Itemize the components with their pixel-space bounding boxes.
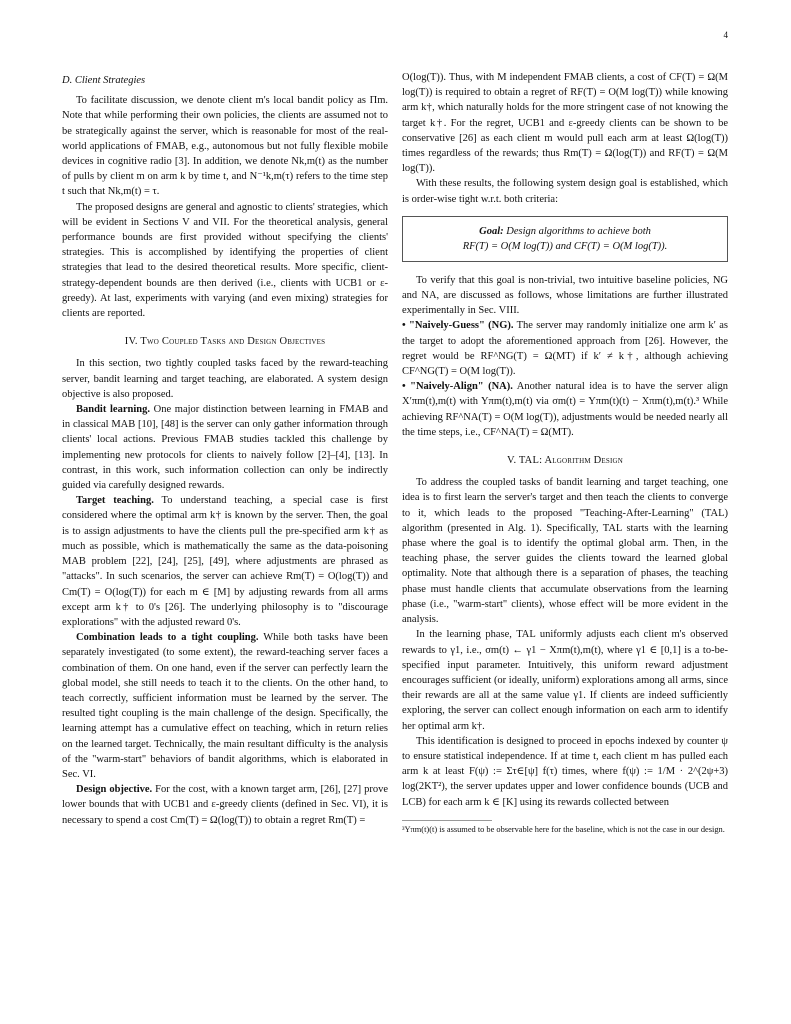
footnote-rule [402, 820, 492, 821]
left-column [62, 70, 388, 828]
paragraph: To facilitate discussion, we denote client m's local bandit policy as Πm. Note that while performing their own policies, the clients are assumed not to be strategically against the server, which is reasonable for most of the real-world applications of FMAB, e.g., autonomous but not fully flexible mobile devices in cognitive radio [3]. In addition, we denote Nk,m(t) as the number of pulls by client m on arm k by time t, and N⁻¹k,m(τ) refers to the time step t such that Nk,m(t) = τ. [62, 95, 388, 198]
run-in-heading: Design objective. [76, 784, 153, 796]
page-number: 4 [723, 30, 728, 40]
run-in-heading: Combination leads to a tight coupling. [76, 632, 259, 644]
paragraph: Target teaching. To understand teaching, a special case is first considered where the optimal arm k† is known by the server. Then, the goal is to assign adjustments to have the clients pull the pre-specified arm k† as much as possible, which is mathematically the same as the data-poisoning MAB problem [22], [24], [25], [49], where adjustments are phrased as "attacks". In such scenarios, the server can achieve Rm(T) = O(log(T)) and Cm(T) = O(log(T)) for each m ∈ [M] by adjusting rewards from all arms except arm k† to 0's [26]. The underlying philosophy is to "discourage explorations" with the adjusted reward 0's. [62, 495, 388, 628]
paragraph: This identification is designed to proceed in epochs indexed by counter ψ to ensure statistical independence. If at time t, each client m has pulled each arm k at least F(ψ) := Στ∈[ψ] f(τ) times, where f(ψ) := 1/M · 2^(2ψ+3) log(2KT²), the server updates upper and lower confidence bounds (UCB and LCB) for each arm k ∈ [K] using its rewards collected between [402, 735, 728, 808]
bullet-heading: • "Naively-Align" (NA). [402, 381, 513, 393]
goal-box: Goal: Design algorithms to achieve both RF(T) = O(M log(T)) and CF(T) = O(M log(T)). [402, 216, 728, 262]
paragraph: O(log(T)). Thus, with M independent FMAB clients, a cost of CF(T) = Ω(M log(T)) is required to obtain a regret of RF(T) = O(M log(T)) while knowing arm k†, which naturally holds for the more stringent case of not knowing the target k†. For the regret, UCB1 and ε-greedy clients can be shown to be conservative [26] as each client m would pull each arm at least Ω(log(T)) times regardless of the rewards; thus Rm(T) = Ω(log(T)) and RF(T) = Ω(M log(T)). [402, 72, 728, 175]
bullet-item: • "Naively-Align" (NA). Another natural idea is to have the server align X′πm(t),m(t) with Yπm(t),m(t) via σm(t) = Yπm(t)(t) − Xπm(t),m(t).³ While achieving RF^NA(T) = O(M log(T)), adjustments would be needed nearly all the time steps, i.e., CF^NA(T) = Ω(MT). [402, 381, 729, 438]
run-in-heading: Target teaching. [76, 495, 154, 507]
paragraph: Design objective. For the cost, with a known target arm, [26], [27] prove lower bounds that with UCB1 and ε-greedy clients (defined in Sec. VI), it is necessary to spend a cost Cm(T) = Ω(log(T)) to obtain a regret Rm(T) = [62, 784, 388, 826]
paragraph: To verify that this goal is non-trivial, two intuitive baseline policies, NG and NA, are discussed as follows, whose limitations are further illustrated experimentally in Sec. VIII. [402, 274, 728, 317]
paragraph: Bandit learning. One major distinction between learning in FMAB and in classical MAB [10], [48] is the server can only gather information through clients' local actions. Previous FMAB studies tackled this challenge by implementing new protocols for clients to naively follow [2]–[4], [13]. In contrast, in this work, such information collection can only be indirectly guided via carefully designed rewards. [62, 404, 388, 492]
bullet-heading: • "Naively-Guess" (NG). [402, 320, 514, 332]
section-heading: IV. Two Coupled Tasks and Design Objectives [124, 336, 326, 348]
goal-label: Goal: [479, 225, 504, 237]
paragraph: With these results, the following system design goal is established, which is order-wise tight w.r.t. both criteria: [402, 178, 728, 205]
paragraph: To address the coupled tasks of bandit learning and target teaching, one idea is to first learn the server's target and then teach the clients to converge to it, which leads to the proposed "Teaching-After-Learning" (TAL) algorithm (presented in Alg. 1). Specifically, TAL starts with the learning phase where the goal is to identify the optimal global arm. Then, in the teaching phase, the server guides the clients toward the learned global optimality. Note that although there is a separation of phases, the teaching phase must handle clients that accumulate observations from the learning phase (i.e., "warm-start" clients), whose effect will be more evident in the analysis. [402, 477, 728, 626]
paragraph: Combination leads to a tight coupling. While both tasks have been separately investigated (to some extent), the reward-teaching server faces a combination of them. On one hand, even if the server can perfectly learn the global model, she still needs to teach it to the clients. On the other hand, to teach correctly, sufficient information must be learned by the server. The resulted tight coupling is the main challenge of the design. Specifically, the learning attempt has a cumulative effect on teaching, which in return relies on the learned target. Technically, the main resultant difficulty is the analysis of the "warm-start" behaviors of bandit algorithms, which is elaborated in Sec. VI. [62, 632, 388, 780]
paragraph: The proposed designs are general and agnostic to clients' strategies, which will be evident in Sections V and VII. For the theoretical analysis, general performance bounds are first provided without specifying the clients' strategies. This is accomplished by identifying the properties of client strategies that lead to the desired theoretical results. More specific, client-strategy-dependent bounds are then derived (i.e., clients with UCB1 or ε-greedy). At last, experiments with varying (and even mixing) strategies for clients are reported. [62, 201, 388, 320]
subsection-heading: D. Client Strategies [62, 75, 146, 86]
section-heading: V. TAL: Algorithm Design [507, 455, 623, 467]
footnote: ³Yπm(t)(t) is assumed to be observable here for the baseline, which is not the case in our design. [402, 824, 725, 834]
run-in-heading: Bandit learning. [76, 404, 150, 416]
bullet-item: • "Naively-Guess" (NG). The server may randomly initialize one arm k′ as the target to adopt the aforementioned approach from [26]. However, the regret would be RF^NG(T) = Ω(MT) if k′ ≠ k†, although achieving CF^NG(T) = O(M log(T)). [402, 320, 728, 378]
paragraph: In the learning phase, TAL uniformly adjusts each client m's observed rewards to γ1, i.e., σm(t) ← γ1 − Xπm(t),m(t), where γ1 ∈ [0,1] is a to-be-specified input parameter. Intuitively, this uniform reward adjustment encourages sufficient (or ideally, uniform) explorations among all arms, since their rewards are all at the same value γ1. If clients are indeed sufficiently exploring, the server can collect enough information on each arm to identify her optimal arm k†. [402, 629, 728, 732]
right-column [402, 70, 728, 835]
goal-equation: RF(T) = O(M log(T)) and CF(T) = O(M log(T)). [462, 240, 668, 252]
paragraph: In this section, two tightly coupled tasks faced by the reward-teaching server, bandit learning and target teaching, are elaborated. A system design objective is also proposed. [62, 358, 388, 400]
